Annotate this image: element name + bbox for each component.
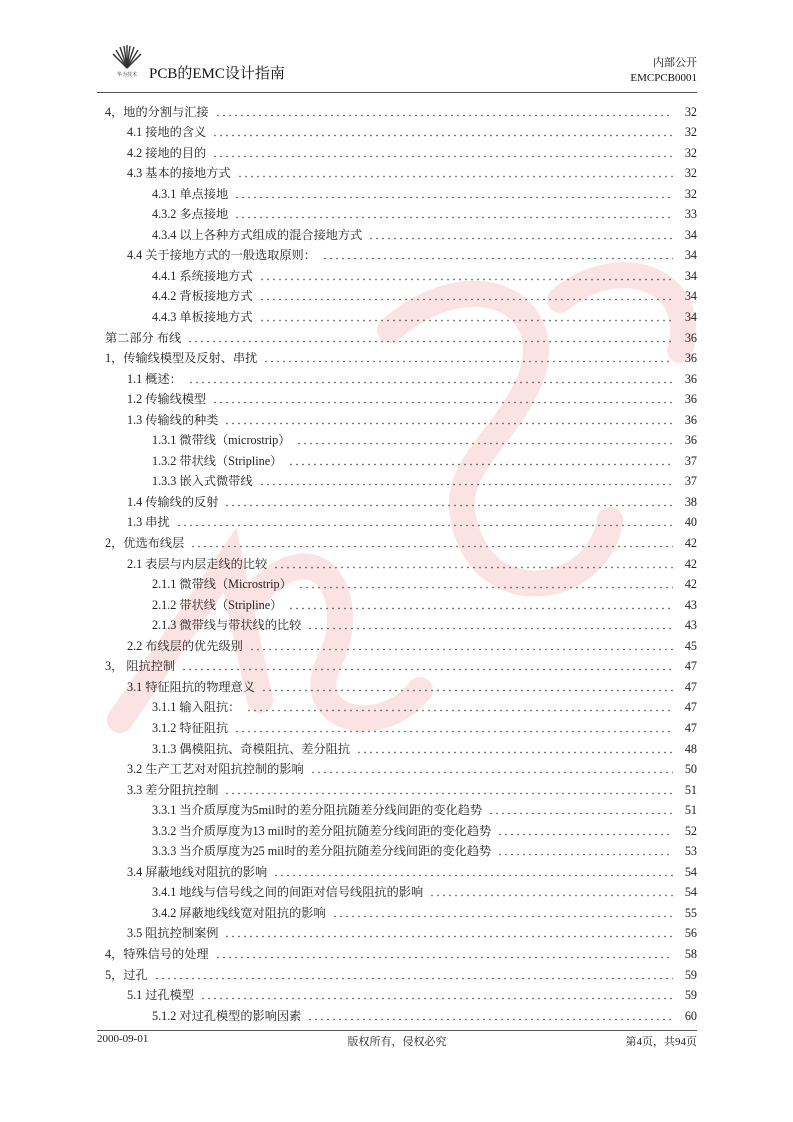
- toc-entry-page: 38: [684, 494, 697, 509]
- toc-entry-label: 3， 阻抗控制: [105, 659, 176, 674]
- toc-entry-label: 4.3.2 多点接地: [152, 207, 229, 222]
- toc-entry[interactable]: [97, 921, 697, 942]
- toc-entry-label: 3.2 生产工艺对对阻抗控制的影响: [127, 762, 304, 777]
- toc-entry[interactable]: [97, 1003, 697, 1024]
- toc-entry[interactable]: [97, 304, 697, 325]
- toc-entry-label: 4.4 关于接地方式的一般选取原则：: [127, 248, 316, 263]
- toc-entry[interactable]: [97, 859, 697, 880]
- toc-entry[interactable]: [97, 510, 697, 531]
- dot-leader: [263, 353, 673, 363]
- toc-entry-page: 50: [684, 762, 697, 777]
- toc-entry-page: 48: [684, 741, 697, 756]
- toc-entry[interactable]: [97, 654, 697, 675]
- toc-entry[interactable]: [97, 263, 697, 284]
- toc-entry-label: 4.4.3 单板接地方式: [152, 310, 253, 325]
- toc-entry-label: 3.4 屏蔽地线对阻抗的影响: [127, 864, 268, 879]
- header-meta: [630, 56, 697, 86]
- toc-entry-page: 32: [684, 145, 697, 160]
- toc-entry-label: 1.2 传输线模型: [127, 392, 207, 407]
- footer-page-info: 第4页，共94页: [625, 1036, 697, 1048]
- classification-label: 内部公开: [653, 57, 697, 69]
- toc-entry-page: 51: [684, 803, 697, 818]
- toc-entry-page: 47: [684, 679, 697, 694]
- toc-entry-page: 58: [684, 946, 697, 961]
- toc-entry[interactable]: [97, 777, 697, 798]
- toc-entry[interactable]: [97, 469, 697, 490]
- dot-leader: [368, 230, 673, 240]
- toc-entry-label: 5，过孔: [105, 967, 148, 982]
- toc-entry-label: 2.1.3 微带线与带状线的比较: [152, 618, 302, 633]
- toc-entry-page: 54: [684, 864, 697, 879]
- dot-leader: [249, 641, 673, 651]
- toc-entry-label: 3.3 差分阻抗控制: [127, 782, 219, 797]
- toc-entry-page: 34: [684, 310, 697, 325]
- dot-leader: [259, 271, 673, 281]
- dot-leader: [187, 333, 673, 343]
- toc-entry[interactable]: [97, 674, 697, 695]
- dot-leader: [356, 744, 673, 754]
- dot-leader: [224, 928, 673, 938]
- toc-entry-page: 36: [684, 392, 697, 407]
- toc-entry-page: 45: [684, 638, 697, 653]
- toc-entry-label: 4.3 基本的接地方式: [127, 166, 231, 181]
- toc-entry-label: 3.3.1 当介质厚度为5mil时的差分阻抗随差分线间距的变化趋势: [152, 803, 483, 818]
- header-divider: [97, 92, 697, 93]
- table-of-contents: [97, 99, 697, 1024]
- toc-entry-label: 3.1.2 特征阻抗: [152, 720, 229, 735]
- toc-entry-page: 32: [684, 166, 697, 181]
- toc-entry-page: 42: [684, 536, 697, 551]
- toc-entry-label: 2.1 表层与内层走线的比较: [127, 556, 268, 571]
- dot-leader: [224, 785, 673, 795]
- toc-entry-page: 42: [684, 577, 697, 592]
- toc-entry-page: 53: [684, 844, 697, 859]
- footer-divider: [97, 1030, 697, 1031]
- toc-entry[interactable]: [97, 489, 697, 510]
- dot-leader: [237, 168, 673, 178]
- toc-entry-page: 36: [684, 433, 697, 448]
- toc-entry-label: 1.3.1 微带线（microstrip）: [152, 433, 291, 448]
- dot-leader: [212, 148, 673, 158]
- toc-entry[interactable]: [97, 715, 697, 736]
- toc-entry[interactable]: [97, 839, 697, 860]
- document-number: EMCPCB0001: [630, 72, 697, 84]
- toc-entry[interactable]: [97, 99, 697, 120]
- toc-entry-page: 47: [684, 659, 697, 674]
- toc-entry-page: 59: [684, 967, 697, 982]
- toc-entry-page: 34: [684, 248, 697, 263]
- toc-entry-label: 3.1.3 偶模阻抗、奇模阻抗、差分阻抗: [152, 741, 351, 756]
- toc-entry-page: 36: [684, 330, 697, 345]
- toc-entry-label: 2，优选布线层: [105, 536, 185, 551]
- toc-entry-page: 43: [684, 618, 697, 633]
- dot-leader: [224, 415, 673, 425]
- toc-entry-page: 32: [684, 186, 697, 201]
- dot-leader: [307, 1011, 673, 1021]
- toc-entry-label: 2.1.2 带状线（Stripline）: [152, 597, 283, 612]
- footer-copyright: 版权所有，侵权必究: [347, 1036, 447, 1048]
- dot-leader: [234, 189, 673, 199]
- dot-leader: [212, 394, 673, 404]
- toc-entry-label: 1.1 概述：: [127, 371, 182, 386]
- toc-entry[interactable]: [97, 161, 697, 182]
- toc-entry-label: 1.3.3 嵌入式微带线: [152, 474, 253, 489]
- toc-entry-label: 3.3.3 当介质厚度为25 mil时的差分阻抗随差分线间距的变化趋势: [152, 844, 492, 859]
- dot-leader: [497, 826, 673, 836]
- dot-leader: [259, 291, 673, 301]
- dot-leader: [200, 990, 673, 1000]
- toc-entry-label: 3.5 阻抗控制案例: [127, 926, 219, 941]
- dot-leader: [429, 887, 673, 897]
- toc-entry[interactable]: [97, 325, 697, 346]
- toc-entry-page: 59: [684, 988, 697, 1003]
- toc-entry-label: 3.1 特征阻抗的物理意义: [127, 679, 255, 694]
- dot-leader: [298, 579, 673, 589]
- toc-entry-label: 4.3.1 单点接地: [152, 186, 229, 201]
- document-title: PCB的EMC设计指南: [149, 66, 285, 82]
- dot-leader: [497, 846, 673, 856]
- dot-leader: [307, 620, 673, 630]
- toc-entry-label: 1.3.2 带状线（Stripline）: [152, 453, 283, 468]
- toc-entry[interactable]: [97, 798, 697, 819]
- dot-leader: [273, 559, 673, 569]
- dot-leader: [288, 456, 673, 466]
- toc-entry[interactable]: [97, 695, 697, 716]
- toc-entry-page: 43: [684, 597, 697, 612]
- toc-entry-page: 55: [684, 905, 697, 920]
- dot-leader: [188, 374, 673, 384]
- toc-entry[interactable]: [97, 181, 697, 202]
- dot-leader: [261, 682, 673, 692]
- company-logo-icon: [109, 44, 145, 78]
- toc-entry-label: 3.1.1 输入阻抗：: [152, 700, 241, 715]
- toc-entry[interactable]: [97, 284, 697, 305]
- toc-entry[interactable]: [97, 983, 697, 1004]
- toc-entry-label: 5.1 过孔模型: [127, 988, 195, 1003]
- toc-entry-label: 1.3 传输线的种类: [127, 412, 219, 427]
- logo-caption: 华为技术: [116, 72, 138, 78]
- toc-entry[interactable]: [97, 428, 697, 449]
- footer-date: 2000-09-01: [97, 1033, 149, 1045]
- dot-leader: [332, 908, 673, 918]
- toc-entry-page: 34: [684, 268, 697, 283]
- dot-leader: [273, 867, 673, 877]
- toc-entry-label: 4，地的分割与汇接: [105, 104, 209, 119]
- toc-entry-page: 56: [684, 926, 697, 941]
- toc-entry-label: 4.2 接地的目的: [127, 145, 207, 160]
- dot-leader: [181, 661, 673, 671]
- dot-leader: [259, 312, 673, 322]
- toc-entry-label: 4.4.1 系统接地方式: [152, 268, 253, 283]
- toc-entry[interactable]: [97, 736, 697, 757]
- toc-entry-page: 32: [684, 125, 697, 140]
- page-header: [97, 40, 697, 95]
- toc-entry-page: 32: [684, 104, 697, 119]
- toc-entry-page: 47: [684, 700, 697, 715]
- toc-entry-page: 54: [684, 885, 697, 900]
- dot-leader: [154, 970, 673, 980]
- dot-leader: [176, 517, 673, 527]
- toc-entry-label: 3.3.2 当介质厚度为13 mil时的差分阻抗随差分线间距的变化趋势: [152, 823, 492, 838]
- toc-entry-page: 37: [684, 474, 697, 489]
- dot-leader: [310, 764, 673, 774]
- toc-entry-label: 第二部分 布线: [105, 330, 182, 345]
- dot-leader: [259, 476, 673, 486]
- toc-entry[interactable]: [97, 222, 697, 243]
- dot-leader: [215, 949, 673, 959]
- toc-entry-page: 42: [684, 556, 697, 571]
- toc-entry-page: 37: [684, 453, 697, 468]
- toc-entry-page: 51: [684, 782, 697, 797]
- toc-entry[interactable]: [97, 613, 697, 634]
- toc-entry-page: 36: [684, 351, 697, 366]
- toc-entry-page: 34: [684, 227, 697, 242]
- toc-entry[interactable]: [97, 757, 697, 778]
- toc-entry[interactable]: [97, 120, 697, 141]
- toc-entry-label: 1.4 传输线的反射: [127, 494, 219, 509]
- toc-entry[interactable]: [97, 900, 697, 921]
- toc-entry-label: 4.1 接地的含义: [127, 125, 207, 140]
- dot-leader: [224, 497, 673, 507]
- dot-leader: [190, 538, 673, 548]
- toc-entry[interactable]: [97, 633, 697, 654]
- toc-entry-page: 47: [684, 720, 697, 735]
- toc-entry[interactable]: [97, 880, 697, 901]
- toc-entry-label: 1，传输线模型及反射、串扰: [105, 351, 258, 366]
- toc-entry[interactable]: [97, 243, 697, 264]
- toc-entry-page: 52: [684, 823, 697, 838]
- toc-entry-label: 2.2 布线层的优先级别: [127, 638, 243, 653]
- toc-entry[interactable]: [97, 387, 697, 408]
- toc-entry-page: 33: [684, 207, 697, 222]
- toc-entry-page: 34: [684, 289, 697, 304]
- toc-entry-label: 3.4.1 地线与信号线之间的间距对信号线阻抗的影响: [152, 885, 424, 900]
- dot-leader: [246, 702, 673, 712]
- toc-entry-page: 40: [684, 515, 697, 530]
- toc-entry[interactable]: [97, 592, 697, 613]
- toc-entry[interactable]: [97, 962, 697, 983]
- toc-entry-label: 4.3.4 以上各种方式组成的混合接地方式: [152, 227, 363, 242]
- toc-entry-label: 3.4.2 屏蔽地线线宽对阻抗的影响: [152, 905, 326, 920]
- toc-entry[interactable]: [97, 572, 697, 593]
- toc-entry-page: 36: [684, 371, 697, 386]
- toc-entry[interactable]: [97, 140, 697, 161]
- toc-entry-page: 60: [684, 1008, 697, 1023]
- toc-entry[interactable]: [97, 530, 697, 551]
- toc-entry[interactable]: [97, 366, 697, 387]
- toc-entry-label: 4，特殊信号的处理: [105, 946, 209, 961]
- dot-leader: [296, 435, 673, 445]
- toc-entry-label: 1.3 串扰: [127, 515, 170, 530]
- toc-entry-page: 36: [684, 412, 697, 427]
- toc-entry[interactable]: [97, 202, 697, 223]
- dot-leader: [288, 600, 673, 610]
- dot-leader: [322, 250, 673, 260]
- dot-leader: [488, 805, 673, 815]
- toc-entry-label: 2.1.1 微带线（Microstrip）: [152, 577, 292, 592]
- toc-entry[interactable]: [97, 448, 697, 469]
- dot-leader: [234, 723, 673, 733]
- toc-entry[interactable]: [97, 941, 697, 962]
- toc-entry[interactable]: [97, 818, 697, 839]
- toc-entry-label: 4.4.2 背板接地方式: [152, 289, 253, 304]
- toc-entry[interactable]: [97, 407, 697, 428]
- toc-entry[interactable]: [97, 346, 697, 367]
- dot-leader: [234, 209, 673, 219]
- toc-entry-label: 5.1.2 对过孔模型的影响因素: [152, 1008, 302, 1023]
- dot-leader: [215, 107, 673, 117]
- toc-entry[interactable]: [97, 551, 697, 572]
- dot-leader: [212, 127, 673, 137]
